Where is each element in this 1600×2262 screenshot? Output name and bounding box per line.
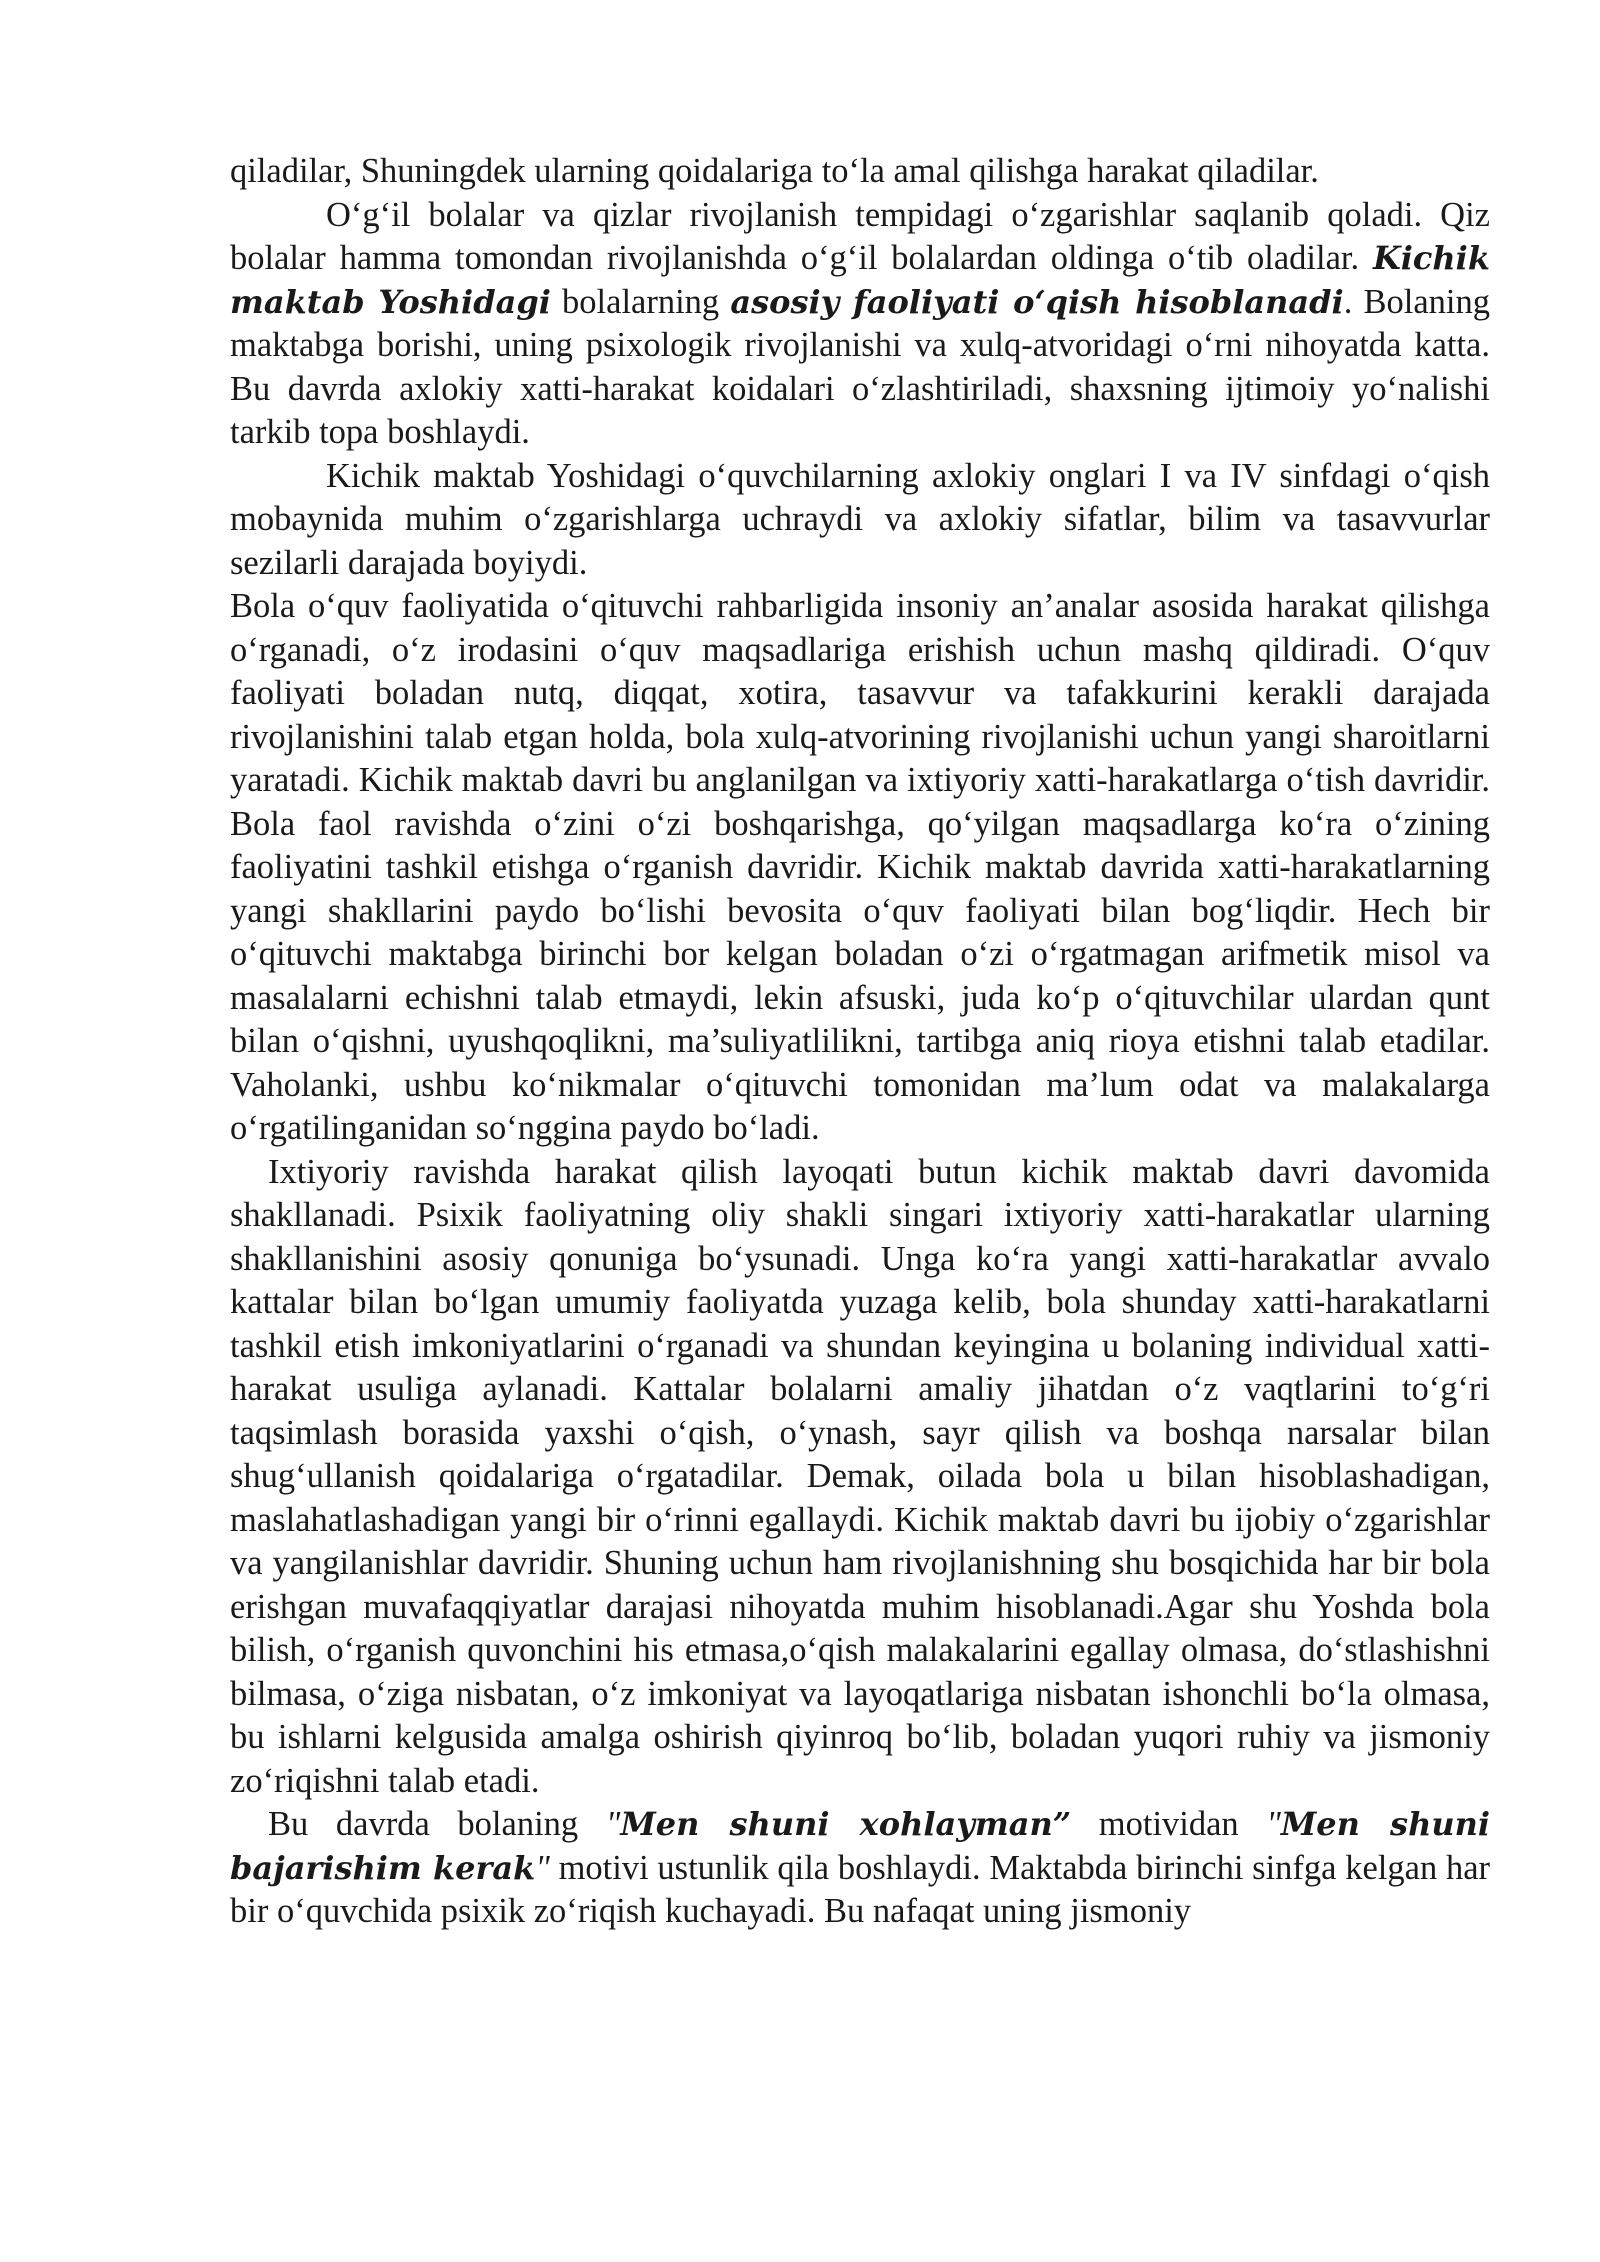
paragraph-5: Ixtiyoriy ravishda harakat qilish layoqati butun kichik maktab davri davomida shakllanadi. Psixik faoliyatning oliy shakli singari ixtiyoriy xatti-harakatlar ularning shakllanishini asosiy qonuniga bo‘ysunadi. Unga ko‘ra yangi xatti-harakatlar avvalo kattalar bilan bo‘lgan umumiy faoliyatda yuzaga kelib, bola shunday xatti-harakatlarni tashkil etish imkoniyatlarini o‘rganadi va shundan keyingina u bolaning individual xatti-harakat usuliga aylanadi. Kattalar bolalarni amaliy jihatdan o‘z vaqtlarini to‘g‘ri taqsimlash borasida yaxshi o‘qish, o‘ynash, sayr qilish va boshqa narsalar bilan shug‘ullanish qoidalariga o‘rgatadilar. Demak, oilada bola u bilan hisoblashadigan, maslahatlashadigan yangi bir o‘rinni egallaydi. Kichik maktab davri bu ijobiy o‘zgarishlar va yangilanishlar davridir. Shuning uchun ham rivojlanishning shu bosqichida har bir bola erishgan muvafaqqiyatlar darajasi nihoyatda muhim hisoblanadi.Agar shu Yoshda bola bilish, o‘rganish quvonchini his etmasa,o‘qish malakalarini egallay olmasa, do‘stlashishni bilmasa, o‘ziga nisbatan, o‘z imkoniyat va layoqatlariga nisbatan ishonchli bo‘la olmasa, bu ishlarni kelgusida amalga oshirish qiyinroq bo‘lib, boladan yuqori ruhiy va jismoniy zo‘riqishni talab etadi.: [230, 1152, 1490, 1800]
paragraph-6-emphasis-1: Men shuni xohlayman”: [620, 1805, 1072, 1843]
document-page: [230, 150, 1490, 1934]
paragraph-6-quote-1: ": [605, 1805, 621, 1843]
paragraph-2-emphasis-1: Kichik maktab Yoshidagi: [230, 239, 1490, 321]
paragraph-2: [230, 194, 1490, 455]
paragraph-6-text-1: Bu davrda bolaning: [268, 1805, 606, 1843]
paragraph-1: qiladilar, Shuningdek ularning qoidalariga to‘la amal qilishga harakat qiladilar.: [230, 152, 1319, 190]
paragraph-3: Kichik maktab Yoshidagi o‘quvchilarning axlokiy onglari I va IV sinfdagi o‘qish mobaynida muhim o‘zgarishlarga uchraydi va axlokiy sifatlar, bilim va tasavvurlar sezilarli darajada boyiydi.: [230, 456, 1490, 582]
paragraph-6-quote-2: ": [1266, 1805, 1281, 1843]
paragraph-6-emphasis-2: Men shuni bajarishim kerak: [230, 1805, 1491, 1887]
paragraph-6-text-3: motivi ustunlik qila boshlaydi. Maktabda birinchi sinfga kelgan har bir o‘quvchida psixik zo‘riqish kuchayadi. Bu nafaqat uning jismoniy: [230, 1848, 1491, 1930]
paragraph-2-text-3: . Bolaning maktabga borishi, uning psixologik rivojlanishi va xulq-atvoridagi o‘rni nihoyatda katta. Bu davrda axlokiy xatti-harakat koidalari o‘zlashtiriladi, shaxsning ijtimoiy yo‘nalishi tarkib topa boshlaydi.: [230, 282, 1491, 451]
paragraph-2-text-2: bolalarning: [550, 282, 731, 321]
paragraph-6: [230, 1803, 1490, 1934]
paragraph-2-emphasis-2: asosiy faoliyati o‘qish hisoblanadi: [730, 282, 1344, 321]
paragraph-2-text-1: O‘g‘il bolalar va qizlar rivojlanish tempidagi o‘zgarishlar saqlanib qoladi. Qiz bolalar hamma tomondan rivojlanishda o‘g‘il bolalardan oldinga o‘tib oladilar.: [230, 195, 1490, 277]
paragraph-6-text-2: motividan: [1071, 1805, 1267, 1843]
paragraph-4: Bola o‘quv faoliyatida o‘qituvchi rahbarligida insoniy an’analar asosida harakat qilishga o‘rganadi, o‘z irodasini o‘quv maqsadlariga erishish uchun mashq qildiradi. O‘quv faoliyati boladan nutq, diqqat, xotira, tasavvur va tafakkurini kerakli darajada rivojlanishini talab etgan holda, bola xulq-atvorining rivojlanishi uchun yangi sharoitlarni yaratadi. Kichik maktab davri bu anglanilgan va ixtiyoriy xatti-harakatlarga o‘tish davridir. Bola faol ravishda o‘zini o‘zi boshqarishga, qo‘yilgan maqsadlarga ko‘ra o‘zining faoliyatini tashkil etishga o‘rganish davridir. Kichik maktab davrida xatti-harakatlarning yangi shakllarini paydo bo‘lishi bevosita o‘quv faoliyati bilan bog‘liqdir. Hech bir o‘qituvchi maktabga birinchi bor kelgan boladan o‘zi o‘rgatmagan arifmetik misol va masalalarni echishni talab etmaydi, lekin afsuski, juda ko‘p o‘qituvchilar ulardan qunt bilan o‘qishni, uyushqoqlikni, ma’suliyatlilikni, tartibga aniq rioya etishni talab etadilar. Vaholanki, ushbu ko‘nikmalar o‘qituvchi tomonidan ma’lum odat va malakalarga o‘rgatilinganidan so‘nggina paydo bo‘ladi.: [230, 587, 1490, 1147]
paragraph-6-quote-3: ": [535, 1848, 550, 1887]
